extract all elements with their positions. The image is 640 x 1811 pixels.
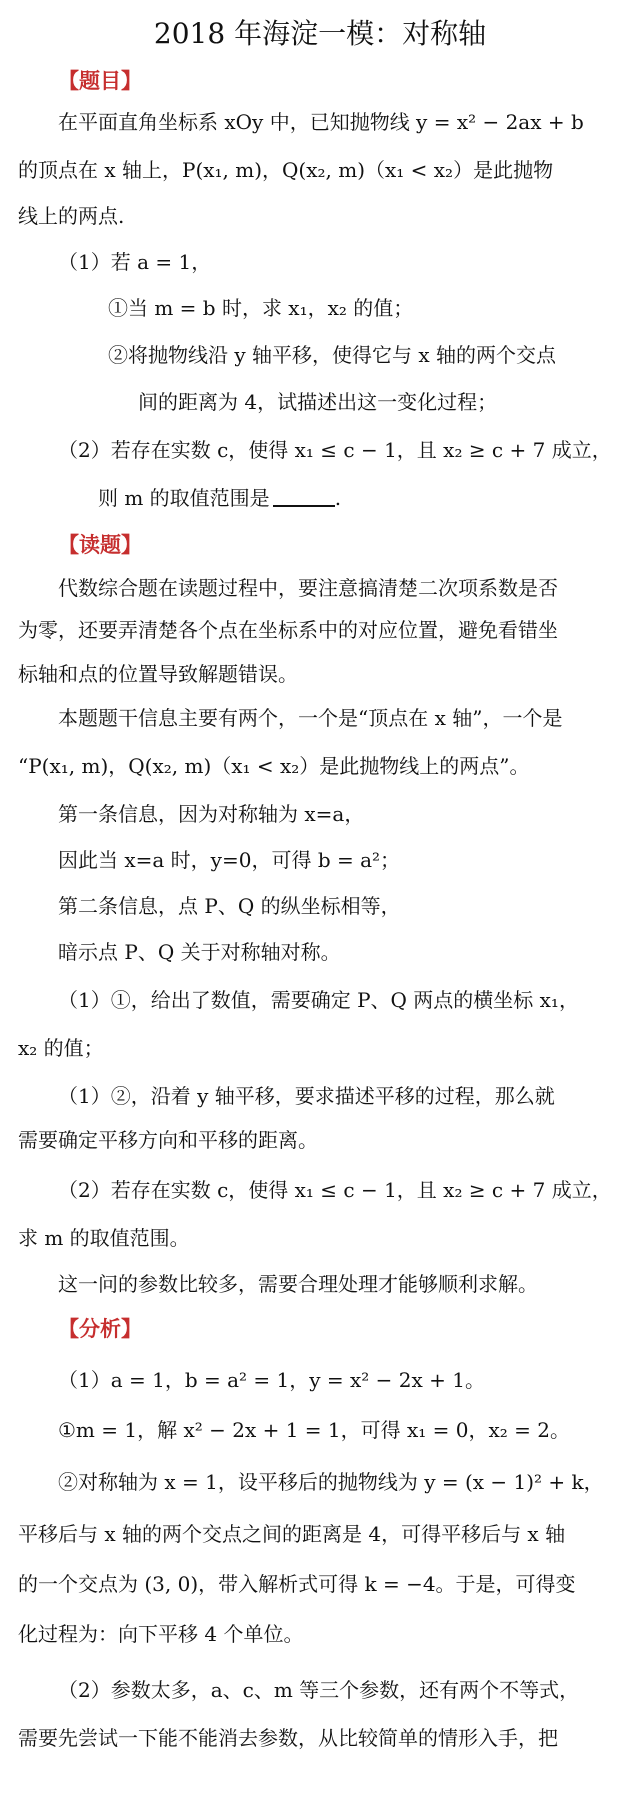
answer-blank: [273, 483, 335, 507]
reading-line: （2）若存在实数 c，使得 x₁ ≤ c − 1，且 x₂ ≥ c + 7 成立，: [58, 1178, 612, 1202]
reading-line: 本题题干信息主要有两个，一个是“顶点在 x 轴”，一个是: [58, 706, 563, 730]
reading-line: 这一问的参数比较多，需要合理处理才能够顺利求解。: [58, 1272, 538, 1296]
problem-line: （2）若存在实数 c，使得 x₁ ≤ c − 1，且 x₂ ≥ c + 7 成立，: [58, 438, 612, 462]
analysis-line: 的一个交点为 (3, 0)，带入解析式可得 k = −4。于是，可得变: [18, 1572, 576, 1596]
analysis-line: （2）参数太多，a、c、m 等三个参数，还有两个不等式，: [58, 1678, 580, 1702]
reading-line: （1）②，沿着 y 轴平移，要求描述平移的过程，那么就: [58, 1084, 555, 1108]
analysis-line: ②对称轴为 x = 1，设平移后的抛物线为 y = (x − 1)² + k，: [58, 1470, 604, 1494]
analysis-line: 平移后与 x 轴的两个交点之间的距离是 4，可得平移后与 x 轴: [18, 1522, 566, 1546]
reading-line: 第二条信息，点 P、Q 的纵坐标相等，: [58, 894, 401, 918]
analysis-line: 化过程为：向下平移 4 个单位。: [18, 1622, 304, 1646]
analysis-line: 需要先尝试一下能不能消去参数，从比较简单的情形入手，把: [18, 1726, 558, 1750]
heading-reading: 【读题】: [58, 533, 142, 557]
reading-line: x₂ 的值；: [18, 1036, 104, 1060]
reading-line: 标轴和点的位置导致解题错误。: [18, 662, 298, 686]
reading-line: 求 m 的取值范围。: [18, 1226, 190, 1250]
problem-line: 则 m 的取值范围是: [98, 486, 270, 510]
reading-line: 为零，还要弄清楚各个点在坐标系中的对应位置，避免看错坐: [18, 618, 558, 642]
heading-analysis: 【分析】: [58, 1317, 142, 1341]
problem-line: ②将抛物线沿 y 轴平移，使得它与 x 轴的两个交点: [108, 343, 557, 367]
page-title: 2018 年海淀一模：对称轴: [153, 17, 487, 50]
problem-line-end: .: [334, 486, 342, 510]
heading-problem: 【题目】: [58, 69, 142, 93]
problem-line: 的顶点在 x 轴上，P(x₁, m)，Q(x₂, m)（x₁ < x₂）是此抛物: [18, 158, 554, 182]
reading-line: 需要确定平移方向和平移的距离。: [18, 1128, 318, 1152]
problem-line: ①当 m = b 时，求 x₁，x₂ 的值；: [108, 296, 414, 320]
reading-line: 代数综合题在读题过程中，要注意搞清楚二次项系数是否: [58, 576, 558, 600]
reading-line: （1）①，给出了数值，需要确定 P、Q 两点的横坐标 x₁，: [58, 988, 579, 1012]
problem-line: 间的距离为 4，试描述出这一变化过程；: [138, 390, 498, 414]
problem-line: 线上的两点.: [18, 204, 125, 228]
analysis-line: （1）a = 1，b = a² = 1，y = x² − 2x + 1。: [58, 1368, 486, 1392]
reading-line: 暗示点 P、Q 关于对称轴对称。: [58, 940, 341, 964]
problem-line: 在平面直角坐标系 xOy 中，已知抛物线 y = x² − 2ax + b: [58, 110, 584, 134]
reading-line: “P(x₁, m)，Q(x₂, m)（x₁ < x₂）是此抛物线上的两点”。: [18, 754, 530, 778]
problem-line: （1）若 a = 1，: [58, 250, 212, 274]
analysis-line: ①m = 1，解 x² − 2x + 1 = 1，可得 x₁ = 0，x₂ = 2。: [58, 1418, 570, 1442]
reading-line: 第一条信息，因为对称轴为 x=a，: [58, 802, 365, 826]
reading-line: 因此当 x=a 时，y=0，可得 b = a²；: [58, 848, 401, 872]
